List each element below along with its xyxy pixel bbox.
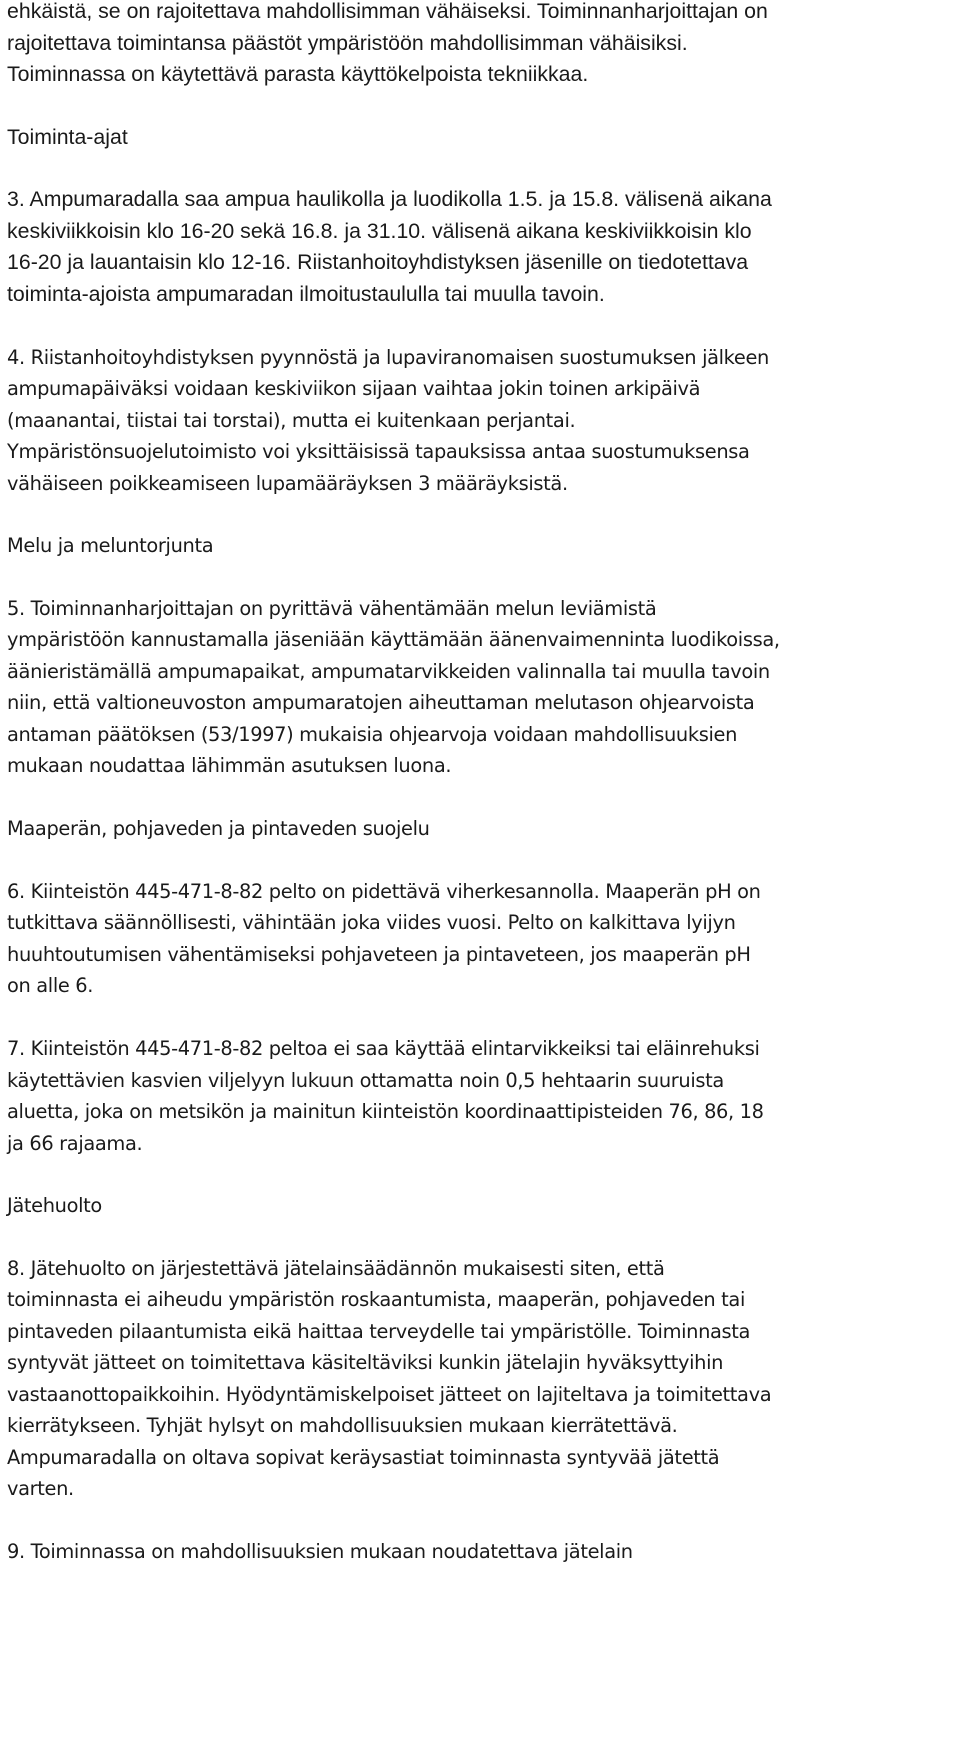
- text-line: kierrätykseen. Tyhjät hylsyt on mahdollisuuksien mukaan kierrätettävä.: [7, 1414, 678, 1438]
- text-line: Ampumaradalla on oltava sopivat keräysastiat toiminnasta syntyvää jätettä: [7, 1445, 720, 1469]
- text-line: pintaveden pilaantumista eikä haittaa terveydelle tai ympäristölle. Toiminnasta: [7, 1319, 751, 1343]
- text-line: 16-20 ja lauantaisin klo 12-16. Riistanhoitoyhdistyksen jäsenille on tiedotettava: [7, 250, 749, 275]
- section-heading-jatehuolto: Jätehuolto: [7, 1194, 102, 1218]
- text-line: 7. Kiinteistön 445-471-8-82 peltoa ei saa käyttää elintarvikkeiksi tai eläinrehuksi: [7, 1037, 760, 1060]
- text-line: äänieristämällä ampumapaikat, ampumatarvikkeiden valinnalla tai muulla tavoin: [7, 659, 770, 683]
- text-line: (maanantai, tiistai tai torstai), mutta ei kuitenkaan perjantai.: [7, 408, 576, 432]
- text-line: ympäristöön kannustamalla jäseniään käyttämään äänenvaimenninta luodikoissa,: [7, 628, 780, 652]
- text-line: 9. Toiminnassa on mahdollisuuksien mukaan noudatettava jätelain: [7, 1540, 633, 1564]
- item-6-paragraph: [7, 876, 955, 1002]
- text-line: aluetta, joka on metsikön ja mainitun kiinteistön koordinaattipisteiden 76, 86, 18: [7, 1100, 764, 1123]
- item-9-paragraph: [7, 1536, 955, 1568]
- text-line: syntyvät jätteet on toimitettava käsiteltäviksi kunkin jätelajin hyväksyttyihin: [7, 1351, 724, 1375]
- text-line: rajoitettava toimintansa päästöt ympäristöön mahdollisimman vähäisiksi.: [7, 30, 688, 55]
- text-line: keskiviikkoisin klo 16-20 sekä 16.8. ja 31.10. välisenä aikana keskiviikkoisin klo: [7, 218, 752, 243]
- text-line: vastaanottopaikkoihin. Hyödyntämiskelpoiset jätteet on lajiteltava ja toimitettava: [7, 1382, 772, 1406]
- text-line: toiminnasta ei aiheudu ympäristön roskaantumista, maaperän, pohjaveden tai: [7, 1288, 746, 1312]
- document-page: [7, 0, 955, 1568]
- text-line: 5. Toiminnanharjoittajan on pyrittävä vähentämään melun leviämistä: [7, 596, 657, 620]
- text-line: on alle 6.: [7, 974, 94, 998]
- intro-paragraph: [7, 0, 955, 91]
- text-line: toiminta-ajoista ampumaradan ilmoitustaululla tai muulla tavoin.: [7, 281, 605, 306]
- section-heading-melu: Melu ja meluntorjunta: [7, 534, 214, 558]
- text-line: 3. Ampumaradalla saa ampua haulikolla ja luodikolla 1.5. ja 15.8. välisenä aikana: [7, 187, 772, 212]
- item-3-paragraph: [7, 184, 955, 310]
- text-line: Toiminnassa on käytettävä parasta käyttökelpoista tekniikkaa.: [7, 62, 589, 86]
- section-heading-maaperan-suojelu: Maaperän, pohjaveden ja pintaveden suojelu: [7, 817, 430, 841]
- text-line: varten.: [7, 1477, 74, 1501]
- text-line: ampumapäiväksi voidaan keskiviikon sijaan vaihtaa jokin toinen arkipäivä: [7, 377, 701, 401]
- item-4-paragraph: [7, 342, 955, 500]
- text-line: niin, että valtioneuvoston ampumaratojen aiheuttaman melutason ohjearvoista: [7, 691, 755, 715]
- item-5-paragraph: [7, 593, 955, 782]
- text-line: vähäiseen poikkeamiseen lupamääräyksen 3 määräyksistä.: [7, 471, 568, 495]
- section-heading-toiminta-ajat: Toiminta-ajat: [7, 124, 128, 149]
- text-line: tutkittava säännöllisesti, vähintään joka viides vuosi. Pelto on kalkittava lyijyn: [7, 911, 736, 935]
- text-line: antaman päätöksen (53/1997) mukaisia ohjearvoja voidaan mahdollisuuksien: [7, 722, 738, 746]
- text-line: käytettävien kasvien viljelyyn lukuun ottamatta noin 0,5 hehtaarin suuruista: [7, 1068, 724, 1092]
- text-line: 8. Jätehuolto on järjestettävä jätelainsäädännön mukaisesti siten, että: [7, 1256, 665, 1280]
- text-line: huuhtoutumisen vähentämiseksi pohjaveteen ja pintaveteen, jos maaperän pH: [7, 942, 751, 966]
- text-line: ehkäistä, se on rajoitettava mahdollisimman vähäiseksi. Toiminnanharjoittajan on: [7, 0, 768, 23]
- text-line: Ympäristönsuojelutoimisto voi yksittäisissä tapauksissa antaa suostumuksensa: [7, 440, 750, 464]
- item-8-paragraph: [7, 1253, 955, 1505]
- item-7-paragraph: [7, 1033, 955, 1159]
- text-line: ja 66 rajaama.: [7, 1131, 143, 1155]
- text-line: 4. Riistanhoitoyhdistyksen pyynnöstä ja lupaviranomaisen suostumuksen jälkeen: [7, 345, 769, 369]
- text-line: 6. Kiinteistön 445-471-8-82 pelto on pidettävä viherkesannolla. Maaperän pH on: [7, 879, 761, 903]
- text-line: mukaan noudattaa lähimmän asutuksen luona.: [7, 754, 452, 778]
